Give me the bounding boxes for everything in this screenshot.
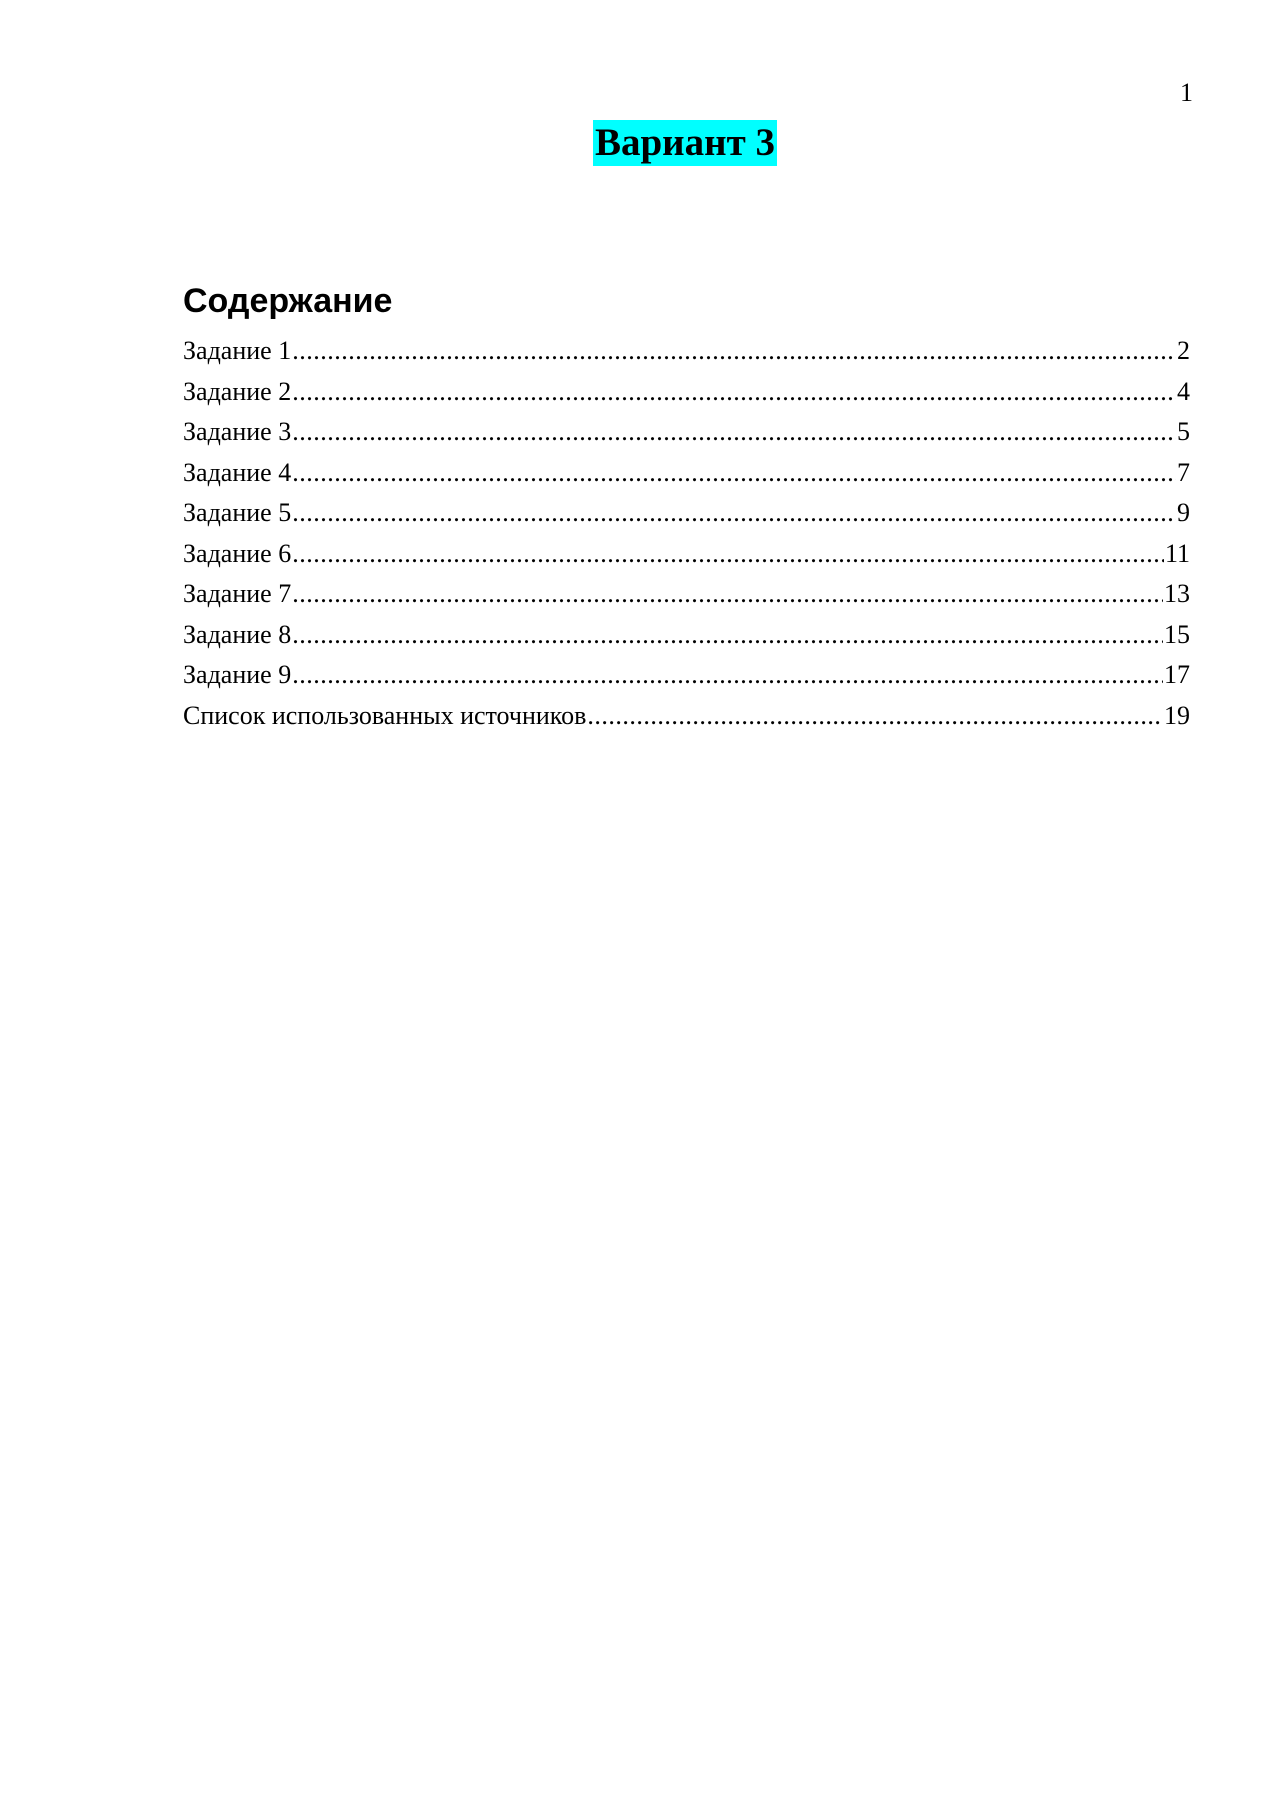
toc-leader-dots [292,617,1163,653]
toc-leader-dots [292,536,1164,572]
toc-entry-task-5[interactable] [183,495,1190,536]
toc-entry-task-9[interactable] [183,657,1190,698]
toc-entry-page: 11 [1164,538,1190,568]
toc-leader-dots [292,333,1176,369]
toc-entry-page: 19 [1164,700,1190,730]
toc-entry-task-7[interactable] [183,576,1190,617]
toc-entry-page: 9 [1177,498,1190,527]
toc-leader-dots [587,698,1163,734]
toc-leader-dots [292,576,1163,612]
toc-entry-page: 2 [1177,336,1190,365]
toc-leader-dots [292,414,1176,450]
toc-entry-label: Задание 9 [183,660,292,689]
toc-entry-label: Задание 1 [183,336,292,365]
toc-entry-task-6[interactable] [183,536,1190,577]
toc-entry-label: Задание 5 [183,498,292,527]
toc-leader-dots [292,455,1176,491]
page-number: 1 [1180,78,1193,107]
variant-title: Вариант 3 [594,121,776,164]
toc-entry-label: Задание 2 [183,376,292,406]
toc-leader-dots [292,495,1176,531]
toc-entry-label: Задание 7 [183,579,292,608]
toc-entry-page: 4 [1177,376,1190,406]
toc-entry-page: 13 [1164,579,1190,608]
toc-entry-references[interactable] [183,698,1190,739]
toc-heading: Содержание [183,282,393,320]
toc-entry-page: 17 [1164,660,1190,689]
toc-entry-task-4[interactable] [183,455,1190,496]
table-of-contents [183,333,1190,738]
toc-entry-label: Задание 6 [183,538,292,568]
toc-entry-task-2[interactable] [183,374,1190,415]
toc-entry-label: Задание 8 [183,619,292,649]
toc-entry-task-8[interactable] [183,617,1190,658]
toc-entry-label: Задание 4 [183,457,292,487]
toc-entry-task-1[interactable] [183,333,1190,374]
toc-entry-page: 7 [1177,457,1190,487]
toc-entry-page: 5 [1177,417,1190,446]
toc-entry-label: Список использованных источников [183,700,587,730]
toc-entry-page: 15 [1164,619,1190,649]
toc-entry-task-3[interactable] [183,414,1190,455]
toc-leader-dots [292,657,1163,693]
toc-entry-label: Задание 3 [183,417,292,446]
toc-leader-dots [292,374,1176,410]
variant-title-container [0,120,1280,166]
